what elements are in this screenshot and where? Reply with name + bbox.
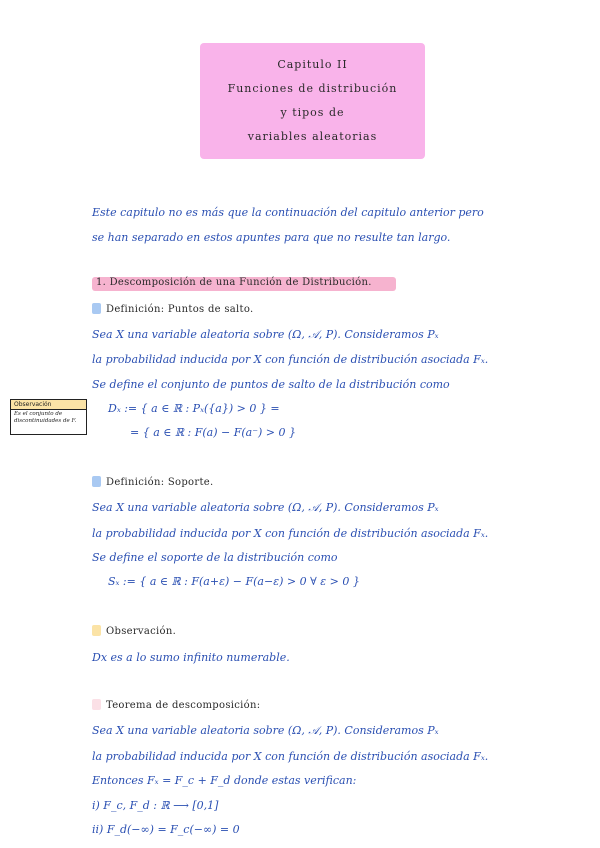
theorem-line-1: Sea X una variable aleatoria sobre (Ω, 𝒜, P). Consideramos Pₓ <box>92 724 439 737</box>
theorem-marker <box>92 699 101 710</box>
intro-line-1: Este capitulo no es más que la continuación del capitulo anterior pero <box>92 206 484 219</box>
observation-marker <box>92 625 101 636</box>
side-note-body: Es el conjunto de discontinuidades de F. <box>14 411 77 424</box>
chapter-number: Capitulo II <box>277 58 348 71</box>
def-soporte-line-2: la probabilidad inducida por X con función de distribución asociada Fₓ. <box>92 527 489 540</box>
definition-marker <box>92 476 101 487</box>
side-note-header: Observación <box>11 400 86 410</box>
def-soporte-line-3: Se define el soporte de la distribución como <box>92 551 338 564</box>
def-salto-line-3: Se define el conjunto de puntos de salto de la distribución como <box>92 378 450 391</box>
definition-heading-salto: Definición: Puntos de salto. <box>106 304 254 315</box>
chapter-title-box <box>200 43 425 159</box>
def-salto-line-1: Sea X una variable aleatoria sobre (Ω, 𝒜, P). Consideramos Pₓ <box>92 328 439 341</box>
def-salto-formula-1: Dₓ := { a ∈ ℝ : Pₓ({a}) > 0 } = <box>108 402 280 415</box>
def-salto-line-2: la probabilidad inducida por X con función de distribución asociada Fₓ. <box>92 353 489 366</box>
section-title: 1. Descomposición de una Función de Distribución. <box>96 277 372 288</box>
definition-heading-soporte: Definición: Soporte. <box>106 477 214 488</box>
def-salto-formula-2: = { a ∈ ℝ : F(a) − F(a⁻) > 0 } <box>130 426 297 439</box>
intro-line-2: se han separado en estos apuntes para que no resulte tan largo. <box>92 231 451 244</box>
chapter-title-line-4: variables aleatorias <box>247 130 378 143</box>
theorem-line-3: Entonces Fₓ = F_c + F_d donde estas verifican: <box>92 774 357 787</box>
side-note <box>10 399 87 435</box>
chapter-title-line-2: Funciones de distribución <box>227 82 398 95</box>
def-soporte-line-1: Sea X una variable aleatoria sobre (Ω, 𝒜, P). Consideramos Pₓ <box>92 501 439 514</box>
theorem-heading: Teorema de descomposición: <box>106 700 261 711</box>
observation-heading: Observación. <box>106 626 177 637</box>
theorem-item-2: ii) F_d(−∞) = F_c(−∞) = 0 <box>92 823 240 836</box>
theorem-line-2: la probabilidad inducida por X con función de distribución asociada Fₓ. <box>92 750 489 763</box>
definition-marker <box>92 303 101 314</box>
def-soporte-formula: Sₓ := { a ∈ ℝ : F(a+ε) − F(a−ε) > 0 ∀ ε > 0 } <box>108 575 360 588</box>
theorem-item-1: i) F_c, F_d : ℝ ⟶ [0,1] <box>92 799 219 812</box>
observation-line-1: Dx es a lo sumo infinito numerable. <box>92 651 290 664</box>
chapter-title-line-3: y tipos de <box>280 106 345 119</box>
